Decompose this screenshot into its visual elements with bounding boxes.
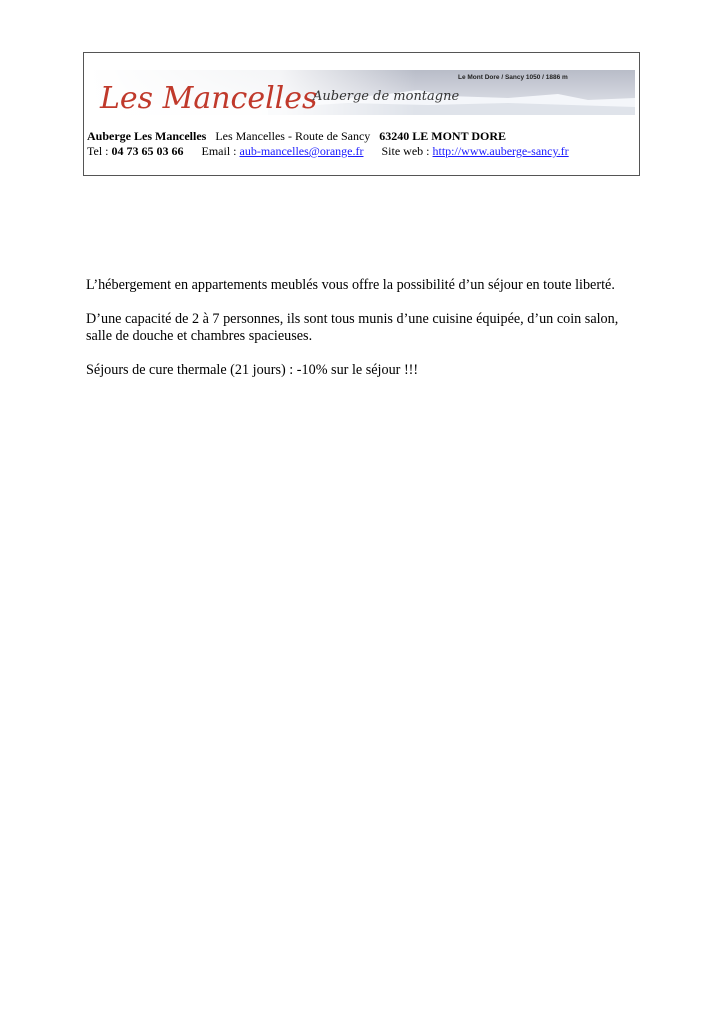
paragraph-3: Séjours de cure thermale (21 jours) : -10% sur le séjour !!! [86,362,419,378]
email-link[interactable]: aub-mancelles@orange.fr [239,144,364,158]
contact-line-1 [87,129,569,144]
banner-image [88,70,635,115]
tel-label: Tel : [87,144,109,158]
postal-city: 63240 LE MONT DORE [379,129,507,143]
logo-subtitle: Auberge de montagne [313,89,460,104]
paragraph-2: D’une capacité de 2 à 7 personnes, ils sont tous munis d’une cuisine équipée, d’un coin salon, salle de douche et chambres spacieuses. [86,311,619,344]
contact-block [87,129,569,159]
logo-title: Les Mancelles [100,81,318,115]
header-box [83,52,640,176]
contact-line-2 [87,144,569,159]
email-label: Email : [201,144,237,158]
website-link[interactable]: http://www.auberge-sancy.fr [432,144,569,158]
business-name: Auberge Les Mancelles [87,129,207,143]
tel-number: 04 73 65 03 66 [111,144,184,158]
address: Les Mancelles - Route de Sancy [215,129,371,143]
paragraph-1: L’hébergement en appartements meublés vous offre la possibilité d’un séjour en toute liberté. [86,277,615,293]
body-text [86,277,646,396]
web-label: Site web : [381,144,430,158]
banner-location: Le Mont Dore / Sancy 1050 / 1886 m [458,74,568,81]
